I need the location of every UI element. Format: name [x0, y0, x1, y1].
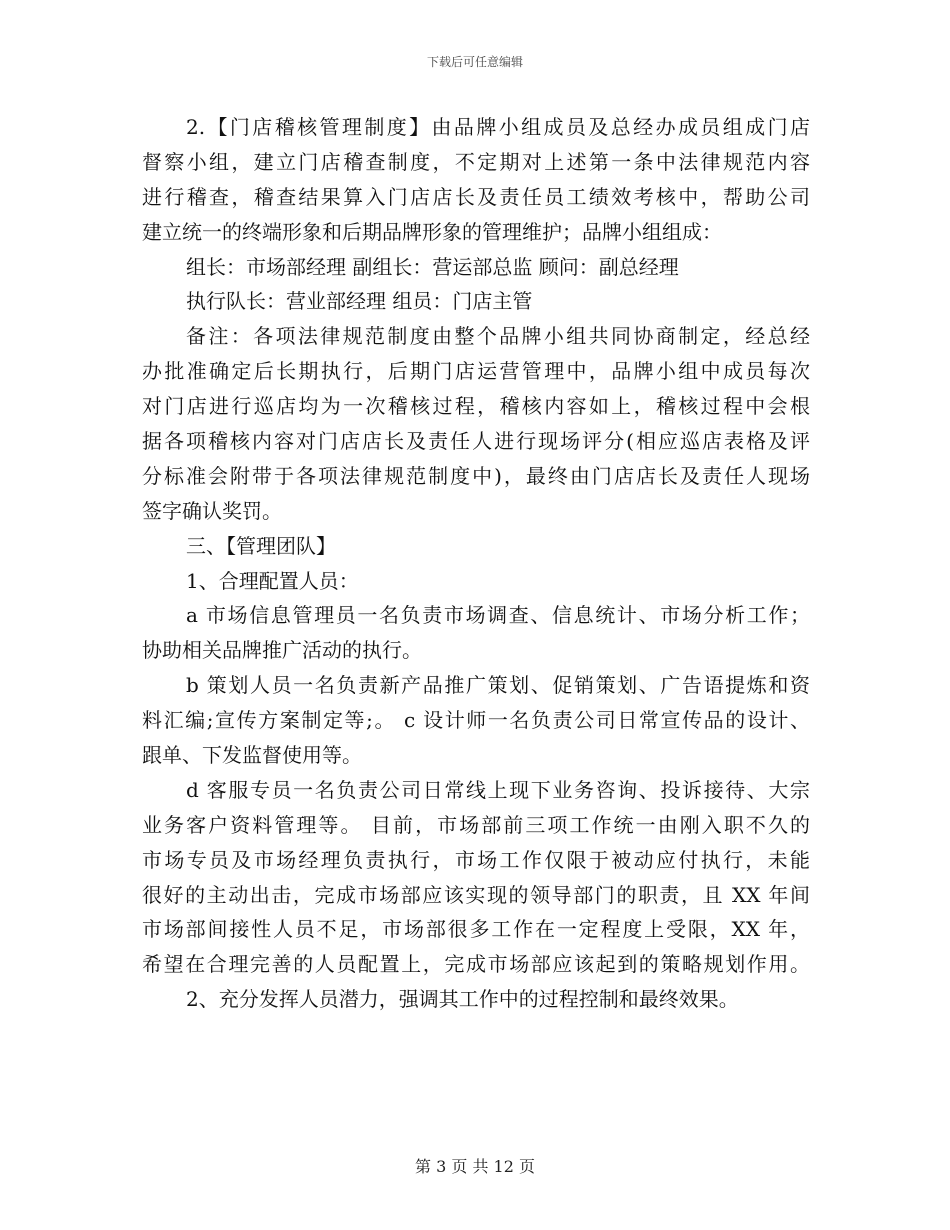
text-line: b 策划人员一名负责新产品推广策划、促销策划、广告语提炼和资 — [186, 673, 810, 698]
text-line: 协助相关品牌推广活动的执行。 — [142, 638, 422, 663]
text-line: 办批准确定后长期执行，后期门店运营管理中，品牌小组中成员每次 — [142, 359, 810, 384]
text-line: 督察小组，建立门店稽查制度，不定期对上述第一条中法律规范内容 — [142, 149, 810, 174]
text-line: 三、【管理团队】 — [186, 533, 336, 558]
text-line: 跟单、下发监督使用等。 — [142, 743, 362, 768]
text-line: 签字确认奖罚。 — [142, 498, 282, 523]
page-header: 下载后可任意编辑 — [426, 55, 523, 69]
text-line: 很好的主动出击，完成市场部应该实现的领导部门的职责，且 XX 年间 — [142, 882, 810, 907]
text-line: 2、充分发挥人员潜力，强调其工作中的过程控制和最终效果。 — [186, 987, 739, 1012]
text-line: 对门店进行巡店均为一次稽核过程，稽核内容如上，稽核过程中会根 — [142, 394, 810, 419]
text-line: 业务客户资料管理等。 目前，市场部前三项工作统一由刚入职不久的 — [142, 812, 810, 837]
text-line: 2.【门店稽核管理制度】由品牌小组成员及总经办成员组成门店 — [186, 115, 810, 139]
text-line: d 客服专员一名负责公司日常线上现下业务咨询、投诉接待、大宗 — [186, 777, 810, 802]
text-line: 据各项稽核内容对门店店长及责任人进行现场评分(相应巡店表格及评 — [142, 429, 810, 454]
text-line: a 市场信息管理员一名负责市场调查、信息统计、市场分析工作； — [186, 603, 810, 628]
text-line: 分标准会附带于各项法律规范制度中)，最终由门店店长及责任人现场 — [142, 463, 810, 488]
page-number-footer: 第 3 页 共 12 页 — [415, 1157, 535, 1176]
text-line: 执行队长：营业部经理 组员：门店主管 — [186, 289, 533, 314]
document-body — [142, 110, 810, 1017]
text-line: 建立统一的终端形象和后期品牌形象的管理维护；品牌小组组成： — [142, 219, 722, 244]
text-line: 料汇编;宣传方案制定等;。 c 设计师一名负责公司日常宣传品的设计、 — [142, 708, 810, 733]
text-line: 组长：市场部经理 副组长：营运部总监 顾问：副总经理 — [186, 254, 679, 279]
text-line: 希望在合理完善的人员配置上，完成市场部应该起到的策略规划作用。 — [142, 952, 810, 977]
text-line: 市场专员及市场经理负责执行，市场工作仅限于被动应付执行，未能 — [142, 847, 810, 872]
text-line: 备注：各项法律规范制度由整个品牌小组共同协商制定，经总经 — [186, 324, 810, 349]
text-line: 市场部间接性人员不足，市场部很多工作在一定程度上受限，XX 年， — [142, 917, 810, 942]
text-line: 1、合理配置人员： — [186, 568, 359, 593]
text-line: 进行稽查，稽查结果算入门店店长及责任员工绩效考核中，帮助公司 — [142, 184, 810, 209]
